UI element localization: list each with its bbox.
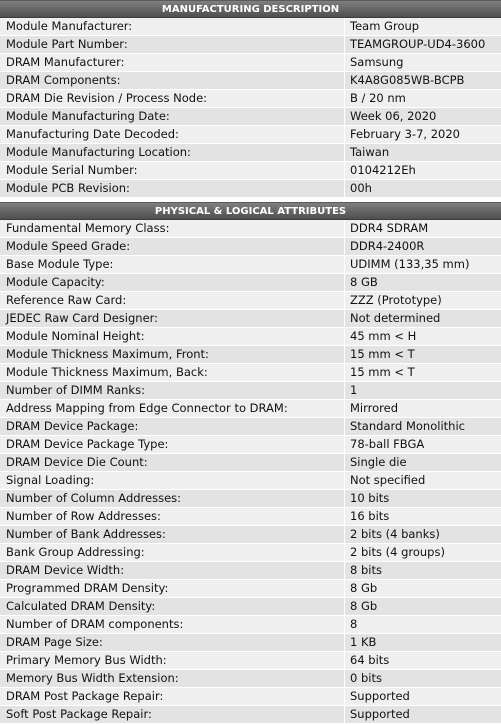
table-row bbox=[0, 598, 501, 616]
table-row bbox=[0, 180, 501, 198]
table-row bbox=[0, 72, 501, 90]
row-value: Not specified bbox=[345, 472, 501, 489]
row-value: UDIMM (133,35 mm) bbox=[345, 256, 501, 273]
table-row bbox=[0, 238, 501, 256]
row-label: DRAM Die Revision / Process Node: bbox=[0, 90, 345, 107]
row-value: February 3-7, 2020 bbox=[345, 126, 501, 143]
row-label: DRAM Manufacturer: bbox=[0, 54, 345, 71]
row-value: Standard Monolithic bbox=[345, 418, 501, 435]
table-row bbox=[0, 436, 501, 454]
row-value: 2 bits (4 groups) bbox=[345, 544, 501, 561]
table-row bbox=[0, 706, 501, 724]
row-label: DRAM Device Width: bbox=[0, 562, 345, 579]
section-physical-logical bbox=[0, 202, 501, 724]
row-label: Module Serial Number: bbox=[0, 162, 345, 179]
table-row bbox=[0, 580, 501, 598]
table-row bbox=[0, 108, 501, 126]
table-row bbox=[0, 220, 501, 238]
row-value: Not determined bbox=[345, 310, 501, 327]
row-label: Module Part Number: bbox=[0, 36, 345, 53]
row-value: 8 GB bbox=[345, 274, 501, 291]
table-row bbox=[0, 382, 501, 400]
row-label: Number of Row Addresses: bbox=[0, 508, 345, 525]
section-header-manufacturing: MANUFACTURING DESCRIPTION bbox=[0, 0, 501, 18]
row-value: 64 bits bbox=[345, 652, 501, 669]
table-row bbox=[0, 310, 501, 328]
row-label: Module Capacity: bbox=[0, 274, 345, 291]
row-label: Soft Post Package Repair: bbox=[0, 706, 345, 723]
row-label: Module Nominal Height: bbox=[0, 328, 345, 345]
manufacturing-rows bbox=[0, 18, 501, 198]
physical-logical-rows bbox=[0, 220, 501, 724]
row-label: DRAM Device Die Count: bbox=[0, 454, 345, 471]
table-row bbox=[0, 162, 501, 180]
row-label: DRAM Page Size: bbox=[0, 634, 345, 651]
table-row bbox=[0, 400, 501, 418]
row-label: Calculated DRAM Density: bbox=[0, 598, 345, 615]
row-label: Primary Memory Bus Width: bbox=[0, 652, 345, 669]
table-row bbox=[0, 670, 501, 688]
row-label: Memory Bus Width Extension: bbox=[0, 670, 345, 687]
table-row bbox=[0, 508, 501, 526]
table-row bbox=[0, 256, 501, 274]
row-value: 15 mm < T bbox=[345, 346, 501, 363]
row-label: JEDEC Raw Card Designer: bbox=[0, 310, 345, 327]
row-value: Single die bbox=[345, 454, 501, 471]
row-label: DRAM Device Package Type: bbox=[0, 436, 345, 453]
row-value: DDR4 SDRAM bbox=[345, 220, 501, 237]
row-value: B / 20 nm bbox=[345, 90, 501, 107]
row-label: Base Module Type: bbox=[0, 256, 345, 273]
row-value: 45 mm < H bbox=[345, 328, 501, 345]
row-value: Supported bbox=[345, 688, 501, 705]
table-row bbox=[0, 126, 501, 144]
row-value: 1 KB bbox=[345, 634, 501, 651]
row-label: Module Thickness Maximum, Front: bbox=[0, 346, 345, 363]
table-row bbox=[0, 36, 501, 54]
row-value: 00h bbox=[345, 180, 501, 197]
table-row bbox=[0, 346, 501, 364]
row-value: 16 bits bbox=[345, 508, 501, 525]
row-value: 0 bits bbox=[345, 670, 501, 687]
row-label: Number of Column Addresses: bbox=[0, 490, 345, 507]
row-label: DRAM Device Package: bbox=[0, 418, 345, 435]
row-label: Module Manufacturing Date: bbox=[0, 108, 345, 125]
table-row bbox=[0, 652, 501, 670]
row-label: DRAM Components: bbox=[0, 72, 345, 89]
row-label: Module Manufacturer: bbox=[0, 18, 345, 35]
table-row bbox=[0, 490, 501, 508]
row-label: Number of DIMM Ranks: bbox=[0, 382, 345, 399]
row-label: Number of DRAM components: bbox=[0, 616, 345, 633]
row-value: Mirrored bbox=[345, 400, 501, 417]
row-value: 10 bits bbox=[345, 490, 501, 507]
table-row bbox=[0, 18, 501, 36]
table-row bbox=[0, 364, 501, 382]
table-row bbox=[0, 634, 501, 652]
table-row bbox=[0, 616, 501, 634]
table-row bbox=[0, 472, 501, 490]
table-row bbox=[0, 90, 501, 108]
row-value: K4A8G085WB-BCPB bbox=[345, 72, 501, 89]
table-row bbox=[0, 562, 501, 580]
row-value: DDR4-2400R bbox=[345, 238, 501, 255]
row-value: 1 bbox=[345, 382, 501, 399]
row-label: Manufacturing Date Decoded: bbox=[0, 126, 345, 143]
row-value: 8 Gb bbox=[345, 598, 501, 615]
row-value: 78-ball FBGA bbox=[345, 436, 501, 453]
row-label: Module Speed Grade: bbox=[0, 238, 345, 255]
row-value: ZZZ (Prototype) bbox=[345, 292, 501, 309]
table-row bbox=[0, 328, 501, 346]
row-value: 0104212Eh bbox=[345, 162, 501, 179]
row-value: TEAMGROUP-UD4-3600 bbox=[345, 36, 501, 53]
row-value: 15 mm < T bbox=[345, 364, 501, 381]
row-value: 8 bits bbox=[345, 562, 501, 579]
row-label: Bank Group Addressing: bbox=[0, 544, 345, 561]
row-value: 2 bits (4 banks) bbox=[345, 526, 501, 543]
row-label: Address Mapping from Edge Connector to DRAM: bbox=[0, 400, 345, 417]
row-value: Supported bbox=[345, 706, 501, 723]
section-header-physical-logical: PHYSICAL & LOGICAL ATTRIBUTES bbox=[0, 202, 501, 220]
row-value: Samsung bbox=[345, 54, 501, 71]
table-row bbox=[0, 544, 501, 562]
table-row bbox=[0, 144, 501, 162]
row-label: Module PCB Revision: bbox=[0, 180, 345, 197]
table-row bbox=[0, 54, 501, 72]
row-label: Module Thickness Maximum, Back: bbox=[0, 364, 345, 381]
row-value: Week 06, 2020 bbox=[345, 108, 501, 125]
section-manufacturing bbox=[0, 0, 501, 198]
table-row bbox=[0, 454, 501, 472]
row-label: Programmed DRAM Density: bbox=[0, 580, 345, 597]
row-label: Signal Loading: bbox=[0, 472, 345, 489]
table-row bbox=[0, 274, 501, 292]
table-row bbox=[0, 688, 501, 706]
row-label: Reference Raw Card: bbox=[0, 292, 345, 309]
row-label: Fundamental Memory Class: bbox=[0, 220, 345, 237]
table-row bbox=[0, 292, 501, 310]
row-label: Number of Bank Addresses: bbox=[0, 526, 345, 543]
row-value: Team Group bbox=[345, 18, 501, 35]
row-label: DRAM Post Package Repair: bbox=[0, 688, 345, 705]
row-label: Module Manufacturing Location: bbox=[0, 144, 345, 161]
row-value: 8 bbox=[345, 616, 501, 633]
table-row bbox=[0, 418, 501, 436]
row-value: Taiwan bbox=[345, 144, 501, 161]
row-value: 8 Gb bbox=[345, 580, 501, 597]
table-row bbox=[0, 526, 501, 544]
